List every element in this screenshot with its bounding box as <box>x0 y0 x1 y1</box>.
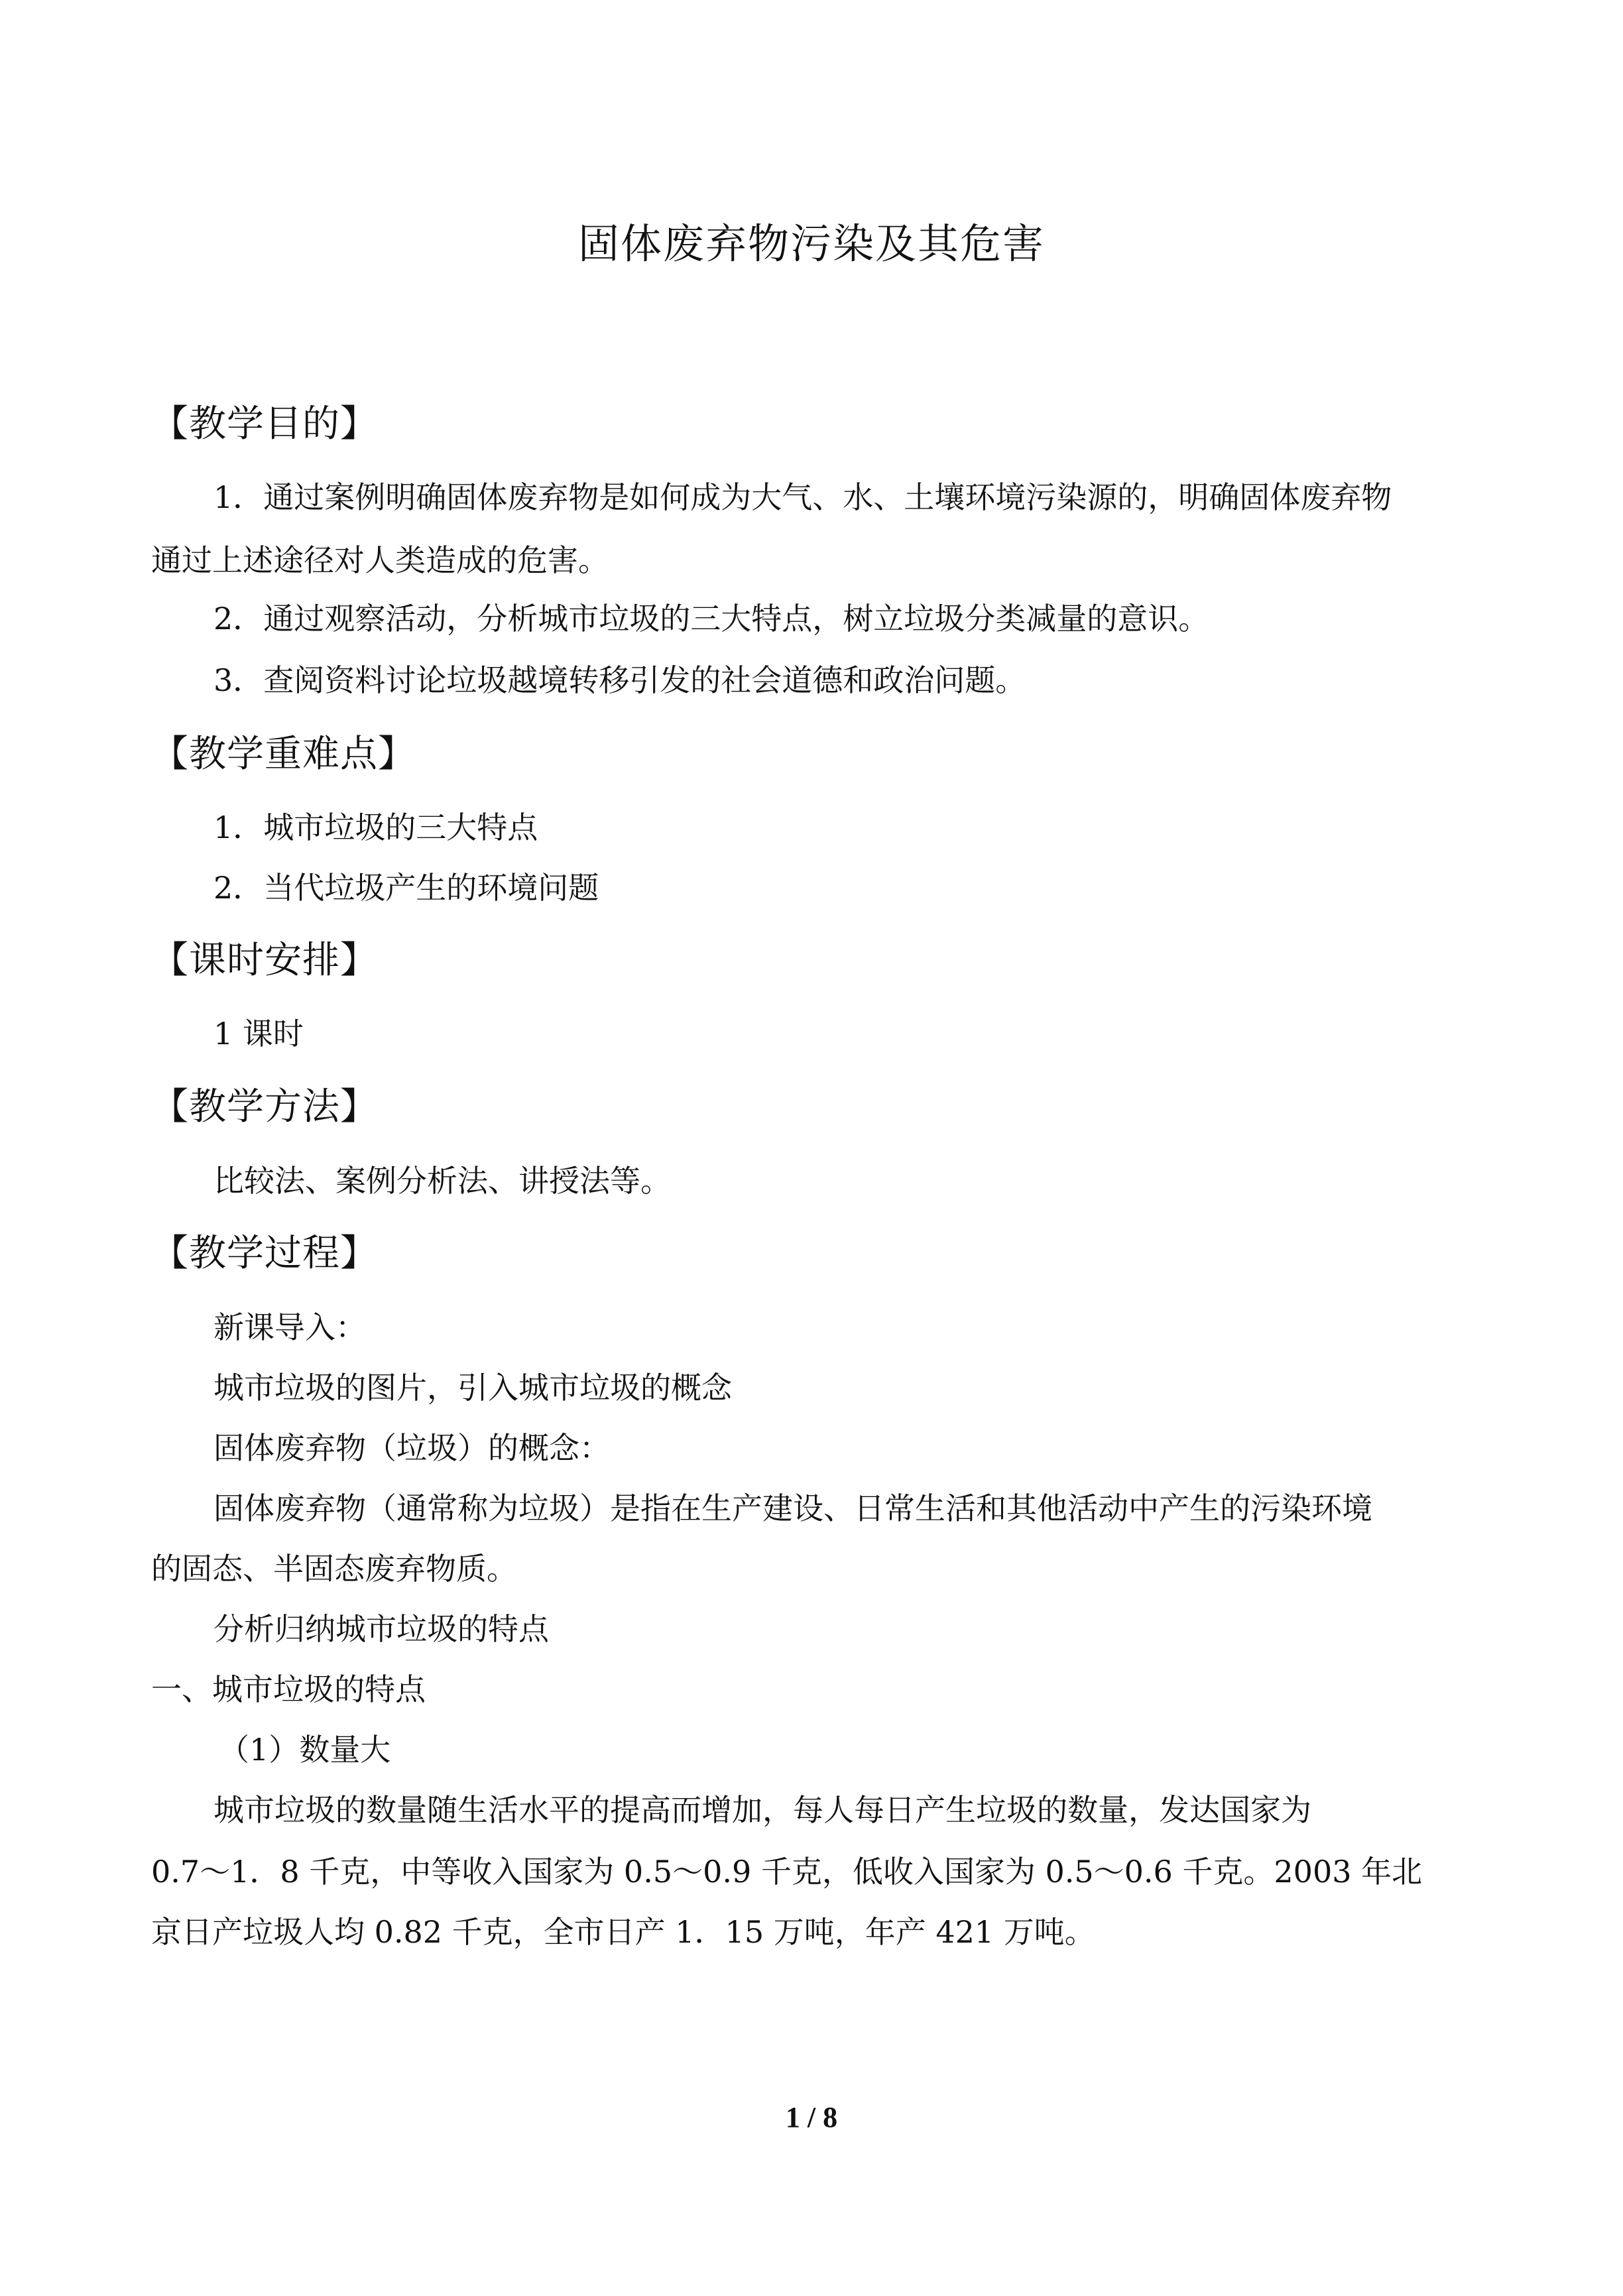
objectives-item-1-line-2: 通过上述途径对人类造成的危害。 <box>151 542 609 578</box>
document-title: 固体废弃物污染及其危害 <box>577 219 1045 268</box>
key-points-item-1: 1．城市垃圾的三大特点 <box>213 810 538 845</box>
body-line-3: 京日产垃圾人均 0.82 千克，全市日产 1．15 万吨，年产 421 万吨。 <box>151 1914 1095 1950</box>
objectives-item-2: 2．通过观察活动，分析城市垃圾的三大特点，树立垃圾分类减量的意识。 <box>213 601 1209 636</box>
objectives-item-3: 3．查阅资料讨论垃圾越境转移引发的社会道德和政治问题。 <box>213 662 1026 698</box>
heading-schedule: 【课时安排】 <box>151 939 378 982</box>
methods-text: 比较法、案例分析法、讲授法等。 <box>213 1163 671 1199</box>
process-concept-label: 固体废弃物（垃圾）的概念： <box>213 1430 610 1466</box>
heading-key-points: 【教学重难点】 <box>151 733 416 776</box>
body-line-1: 城市垃圾的数量随生活水平的提高而增加，每人每日产生垃圾的数量，发达国家为 <box>213 1792 1311 1828</box>
process-intro: 新课导入： <box>213 1309 366 1345</box>
subheading-1: （1）数量大 <box>219 1732 391 1768</box>
process-concept-line-2: 的固态、半固态废弃物质。 <box>151 1551 517 1587</box>
objectives-item-1-line-1: 1．通过案例明确固体废弃物是如何成为大气、水、土壤环境污染源的，明确固体废弃物 <box>213 479 1392 515</box>
heading-process: 【教学过程】 <box>151 1232 378 1275</box>
process-intro-2: 城市垃圾的图片，引入城市垃圾的概念 <box>213 1370 732 1406</box>
body-line-2: 0.7～1．8 千克，中等收入国家为 0.5～0.9 千克，低收入国家为 0.5～0.6 千克。2003 年北 <box>151 1854 1423 1890</box>
heading-objectives: 【教学目的】 <box>151 402 378 446</box>
heading-methods: 【教学方法】 <box>151 1085 378 1128</box>
process-concept-line-1: 固体废弃物（通常称为垃圾）是指在生产建设、日常生活和其他活动中产生的污染环境 <box>213 1490 1372 1526</box>
page-number: 1 / 8 <box>785 2101 838 2134</box>
section-heading-1: 一、城市垃圾的特点 <box>151 1671 426 1707</box>
key-points-item-2: 2．当代垃圾产生的环境问题 <box>213 870 599 906</box>
schedule-text: 1 课时 <box>213 1016 304 1052</box>
process-analysis: 分析归纳城市垃圾的特点 <box>213 1611 549 1647</box>
